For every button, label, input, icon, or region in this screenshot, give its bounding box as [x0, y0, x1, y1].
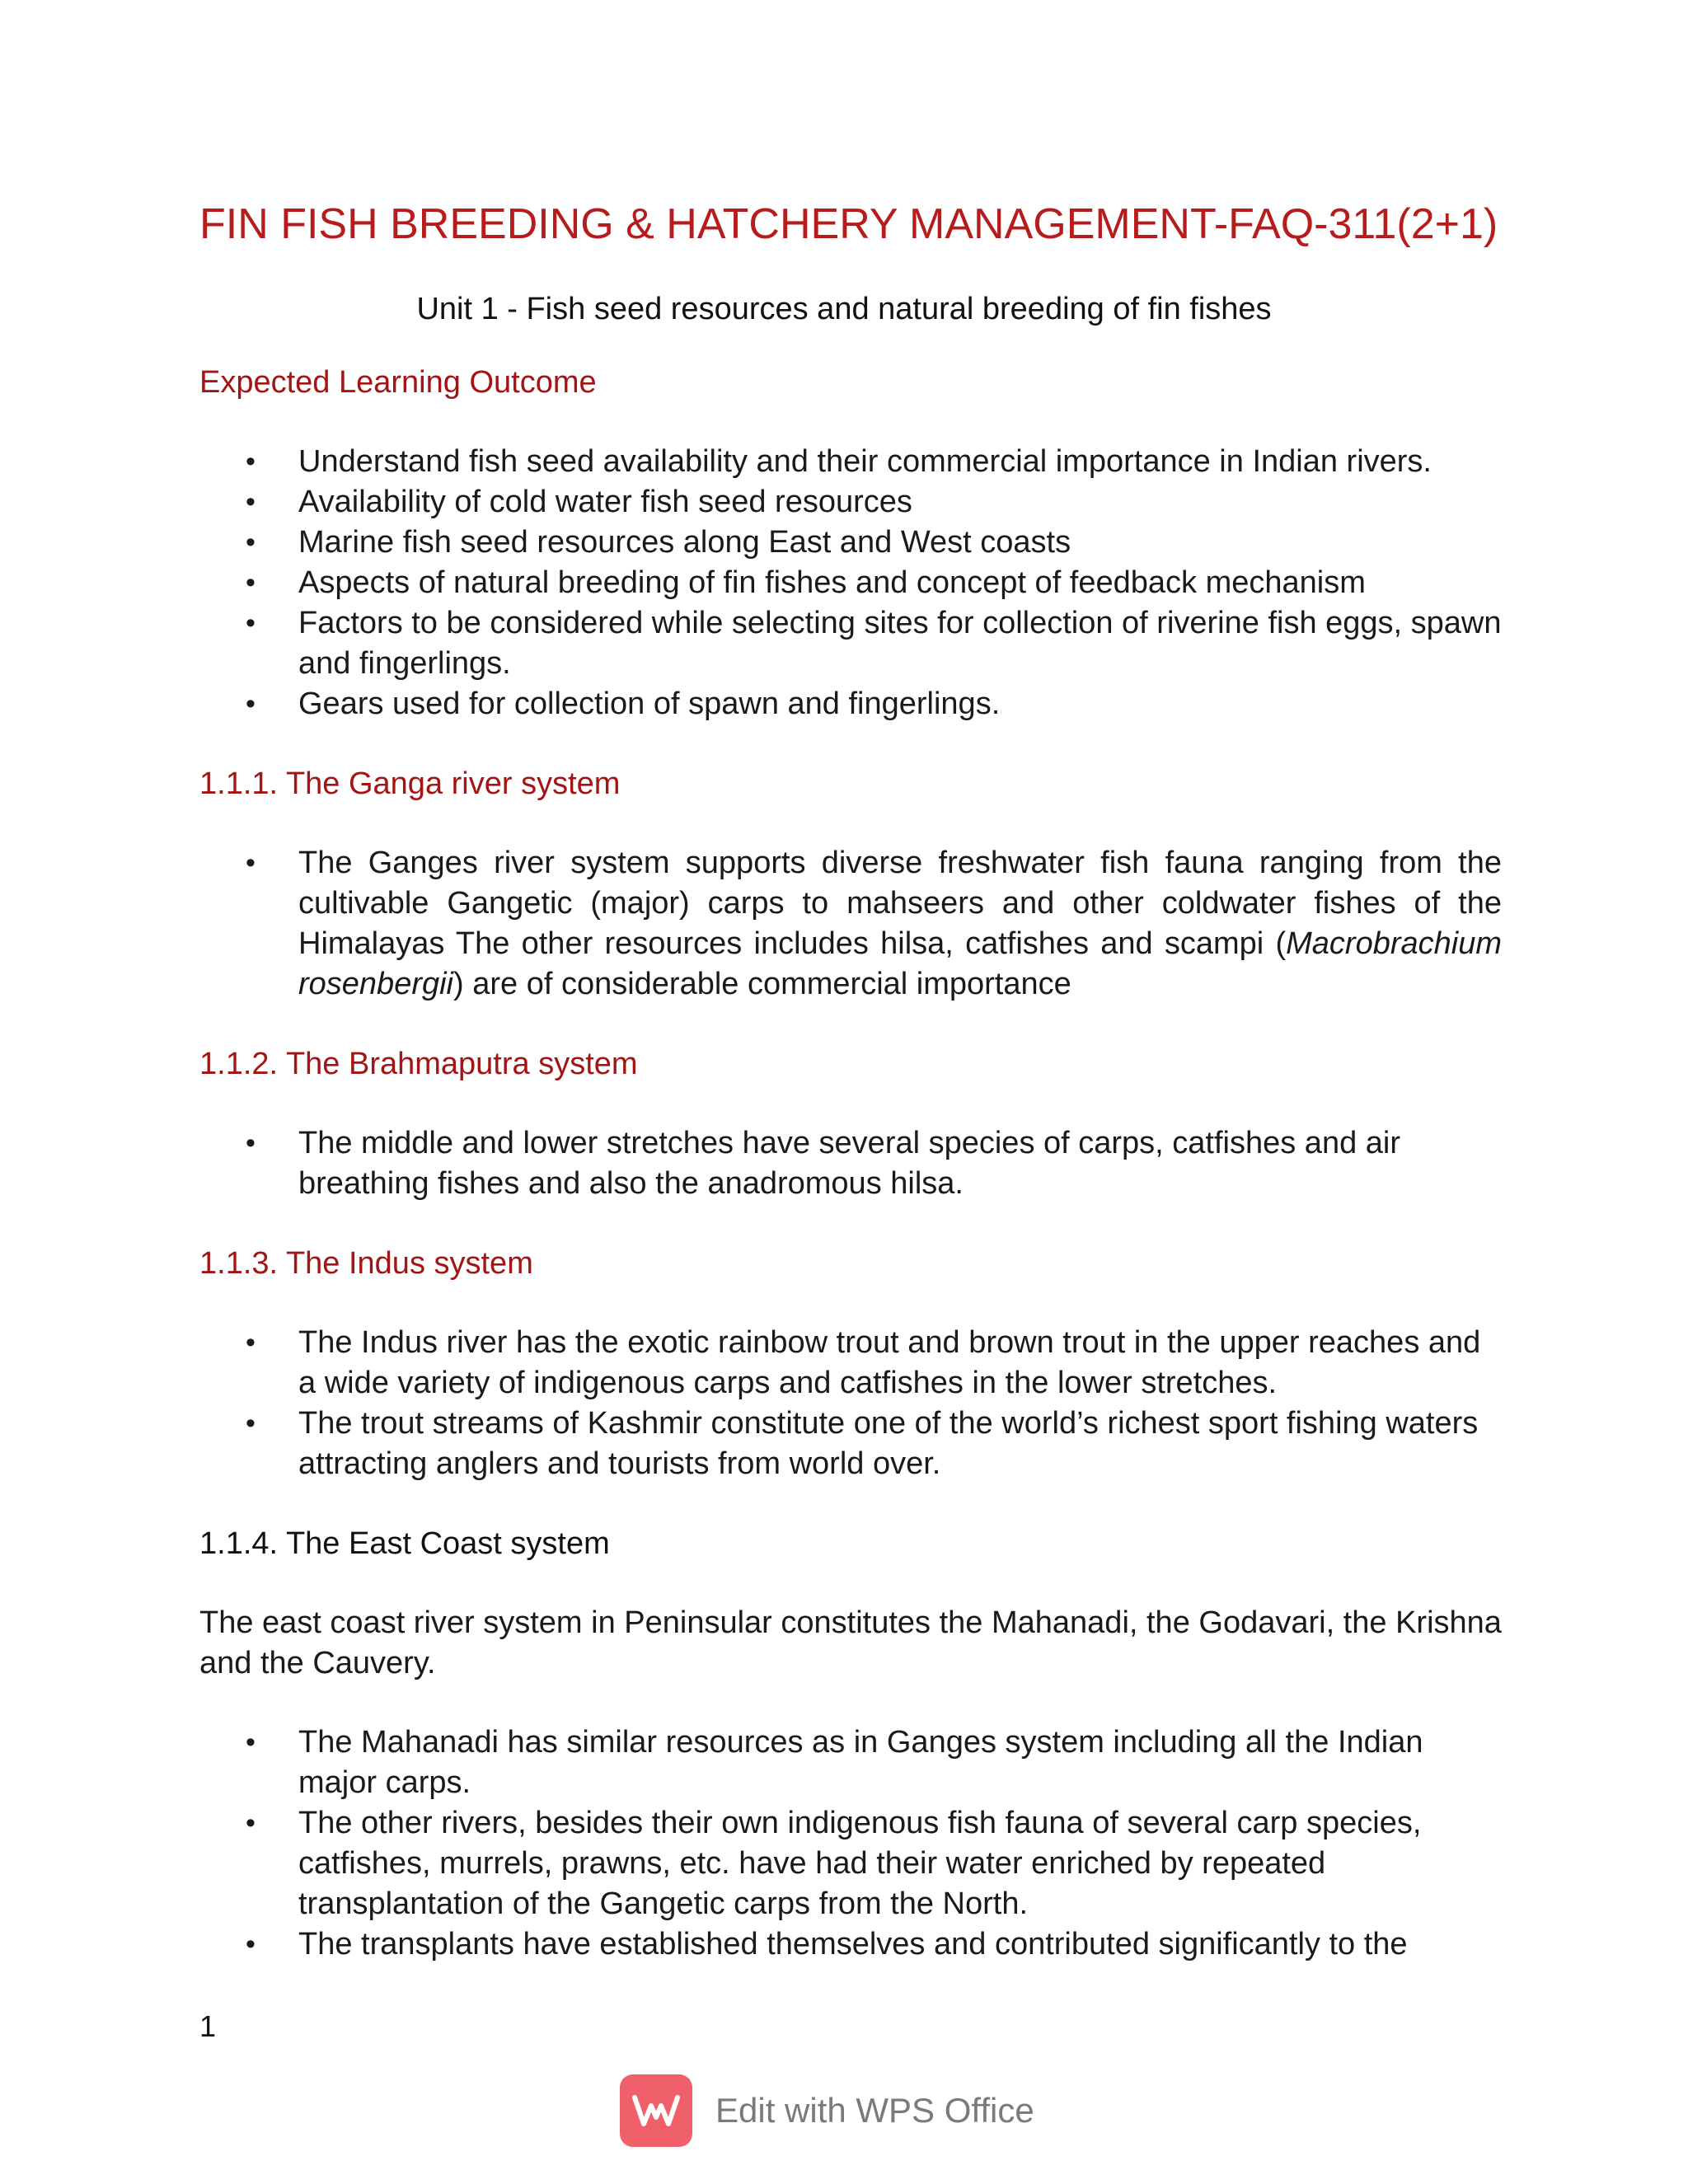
brahmaputra-list	[199, 1123, 1502, 1204]
list-item: • Availability of cold water fish seed resources	[199, 482, 1502, 523]
ganga-text: The Ganges river system supports diverse freshwater fish fauna ranging from the cultivable Gangetic (major) carps to mahseers and other coldwater fishes of the Himalayas The other resources includes hilsa, catfishes and scampi (	[298, 846, 1502, 961]
section-heading-outcome: Expected Learning Outcome	[199, 365, 597, 400]
east-coast-list	[199, 1722, 1502, 1965]
page-number: 1	[199, 2009, 217, 2043]
section-heading-east-coast: 1.1.4. The East Coast system	[199, 1526, 610, 1561]
wps-logo-icon	[620, 2074, 692, 2147]
list-item: • The Mahanadi has similar resources as in Ganges system including all the Indian major carps.	[199, 1722, 1502, 1803]
wps-edit-banner[interactable]	[620, 2074, 1034, 2148]
east-coast-paragraph: The east coast river system in Peninsular constitutes the Mahanadi, the Godavari, the Krishna and the Cauvery.	[199, 1605, 1502, 1680]
list-item: • The middle and lower stretches have several species of carps, catfishes and air breathing fishes and also the anadromous hilsa.	[199, 1123, 1502, 1204]
list-item: • The transplants have established themselves and contributed significantly to the	[199, 1924, 1502, 1965]
list-item: • Aspects of natural breeding of fin fishes and concept of feedback mechanism	[199, 563, 1502, 603]
list-item	[199, 843, 1502, 1005]
list-item: • Gears used for collection of spawn and fingerlings.	[199, 684, 1502, 724]
list-item: • The Indus river has the exotic rainbow trout and brown trout in the upper reaches and a wide variety of indigenous carps and catfishes in the lower stretches.	[199, 1323, 1502, 1404]
document-title: FIN FISH BREEDING & HATCHERY MANAGEMENT-FAQ-311(2+1)	[199, 200, 1498, 248]
section-heading-indus: 1.1.3. The Indus system	[199, 1246, 533, 1281]
section-heading-ganga: 1.1.1. The Ganga river system	[199, 766, 621, 801]
indus-list	[199, 1323, 1502, 1484]
list-item: • Marine fish seed resources along East and West coasts	[199, 523, 1502, 563]
list-item: • Factors to be considered while selecting sites for collection of riverine fish eggs, spawn and fingerlings.	[199, 603, 1502, 684]
ganga-list	[199, 843, 1502, 1005]
section-heading-brahmaputra: 1.1.2. The Brahmaputra system	[199, 1047, 638, 1081]
unit-title: Unit 1 - Fish seed resources and natural breeding of fin fishes	[416, 292, 1272, 326]
list-item: • The trout streams of Kashmir constitute one of the world’s richest sport fishing waters attracting anglers and tourists from world over.	[199, 1404, 1502, 1484]
document-body	[199, 363, 1502, 1965]
list-item: • Understand fish seed availability and their commercial importance in Indian rivers.	[199, 442, 1502, 482]
ganga-text-tail: ) are of considerable commercial importance	[453, 967, 1071, 1001]
wps-edit-label[interactable]: Edit with WPS Office	[715, 2091, 1034, 2130]
list-item: • The other rivers, besides their own indigenous fish fauna of several carp species, catfishes, murrels, prawns, etc. have had their water enriched by repeated transplantation of the Gangetic carps from the North.	[199, 1803, 1502, 1924]
outcome-list	[199, 442, 1502, 724]
species-name: Macrobrachium rosenbergii	[298, 926, 1502, 1001]
